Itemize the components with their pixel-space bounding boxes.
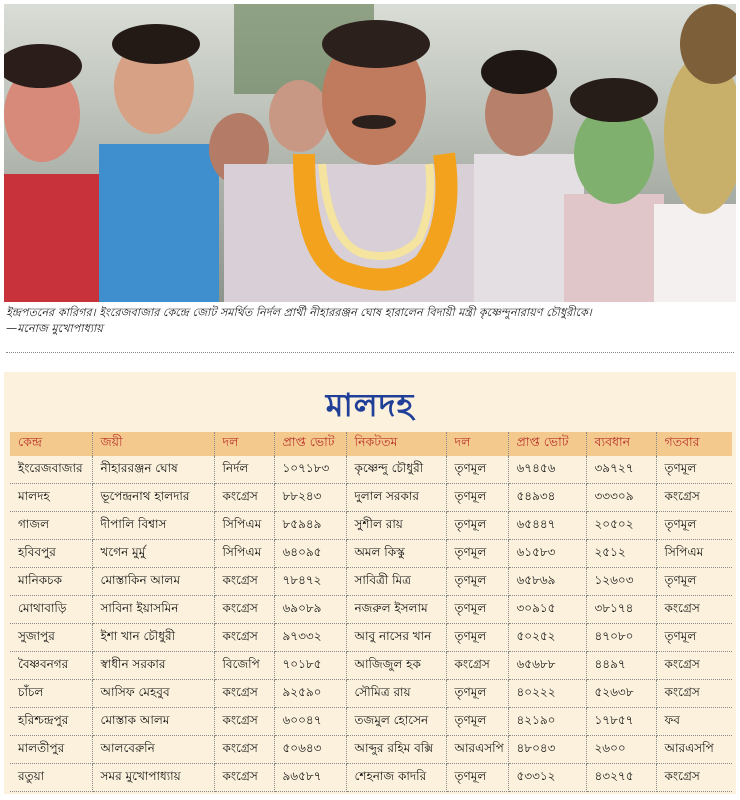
table-cell: ৬১৫৮৩ <box>508 540 586 568</box>
table-cell: ৩৮১৭৪ <box>586 596 656 624</box>
table-row <box>10 764 732 792</box>
table-cell: ফব <box>656 708 732 736</box>
table-cell: কংগ্রেস <box>214 708 274 736</box>
caption-text: ইন্দ্রপতনের কারিগর। ইংরেজবাজার কেন্দ্রে জোট সমর্থিত নির্দল প্রার্থী নীহাররঞ্জন ঘোষ হারালেন বিদায়ী মন্ত্রী কৃষ্ণেন্দুনারায়ণ চৌধুরীকে। <box>6 306 592 319</box>
table-cell: মোস্তাক আলম <box>92 708 214 736</box>
table-cell: তৃণমূল <box>446 456 508 484</box>
table-cell: তৃণমূল <box>446 512 508 540</box>
table-cell: হবিবপুর <box>10 540 92 568</box>
table-cell: দুলাল সরকার <box>346 484 446 512</box>
table-cell: ইশা খান চৌধুরী <box>92 624 214 652</box>
results-table <box>10 432 732 792</box>
header-cell: নিকটতম <box>346 432 446 456</box>
table-cell: রতুয়া <box>10 764 92 792</box>
table-cell: নজরুল ইসলাম <box>346 596 446 624</box>
table-row <box>10 484 732 512</box>
header-cell: দল <box>446 432 508 456</box>
table-cell: ৫০২৫২ <box>508 624 586 652</box>
table-cell: ৫০৬৪৩ <box>274 736 346 764</box>
table-cell: ৮৫৯৪৯ <box>274 512 346 540</box>
table-cell: কংগ্রেস <box>656 596 732 624</box>
table-cell: সুশীল রায় <box>346 512 446 540</box>
table-cell: সিপিএম <box>214 512 274 540</box>
table-cell: তৃণমূল <box>656 568 732 596</box>
table-cell: তজমুল হোসেন <box>346 708 446 736</box>
table-cell: গাজল <box>10 512 92 540</box>
table-cell: আরএসপি <box>446 736 508 764</box>
table-row <box>10 568 732 596</box>
table-cell: ৩০৯১৫ <box>508 596 586 624</box>
table-cell: ১০৭১৮৩ <box>274 456 346 484</box>
table-header-row <box>10 432 732 456</box>
table-cell: আসিফ মেহবুব <box>92 680 214 708</box>
dotted-divider <box>6 352 734 353</box>
table-cell: স্বাধীন সরকার <box>92 652 214 680</box>
table-cell: ৪৪৯৭ <box>586 652 656 680</box>
header-cell: জয়ী <box>92 432 214 456</box>
table-cell: ৮৮২৪৩ <box>274 484 346 512</box>
table-cell: তৃণমূল <box>446 680 508 708</box>
table-cell: ২৫১২ <box>586 540 656 568</box>
table-cell: সিপিএম <box>214 540 274 568</box>
table-row <box>10 652 732 680</box>
table-cell: তৃণমূল <box>446 540 508 568</box>
table-cell: ৬৫৪৪৭ <box>508 512 586 540</box>
table-cell: তৃণমূল <box>446 596 508 624</box>
table-cell: মালদহ <box>10 484 92 512</box>
table-cell: ৯২৫৯০ <box>274 680 346 708</box>
header-cell: কেন্দ্র <box>10 432 92 456</box>
table-row <box>10 540 732 568</box>
table-cell: দীপালি বিশ্বাস <box>92 512 214 540</box>
table-row <box>10 596 732 624</box>
table-cell: ১৭৮৫৭ <box>586 708 656 736</box>
celebration-photo-illustration <box>4 4 736 302</box>
table-cell: তৃণমূল <box>656 512 732 540</box>
table-row <box>10 512 732 540</box>
table-row <box>10 708 732 736</box>
district-title: মালদহ <box>325 386 415 424</box>
table-cell: কংগ্রেস <box>214 624 274 652</box>
table-cell: আব্দুর রহিম বক্সি <box>346 736 446 764</box>
table-cell: তৃণমূল <box>446 568 508 596</box>
table-cell: সিপিএম <box>656 540 732 568</box>
table-row <box>10 736 732 764</box>
table-cell: বৈষ্ণবনগর <box>10 652 92 680</box>
table-cell: শেহনাজ কাদরি <box>346 764 446 792</box>
table-row <box>10 456 732 484</box>
table-cell: মালতীপুর <box>10 736 92 764</box>
header-cell: প্রাপ্ত ভোট <box>508 432 586 456</box>
table-cell: ৫৩৩১২ <box>508 764 586 792</box>
table-cell: সাবিত্রী মিত্র <box>346 568 446 596</box>
table-cell: তৃণমূল <box>446 624 508 652</box>
table-cell: ইংরেজবাজার <box>10 456 92 484</box>
table-cell: মানিকচক <box>10 568 92 596</box>
table-cell: কংগ্রেস <box>656 764 732 792</box>
table-cell: কংগ্রেস <box>214 568 274 596</box>
table-cell: ৫৪৯৩৪ <box>508 484 586 512</box>
table-cell: ৬০০৪৭ <box>274 708 346 736</box>
table-cell: হরিশ্চন্দ্রপুর <box>10 708 92 736</box>
table-cell: ৬৫৮৬৯ <box>508 568 586 596</box>
table-cell: ৪০২২২ <box>508 680 586 708</box>
table-cell: কংগ্রেস <box>214 736 274 764</box>
table-cell: ৬৫৬৮৮ <box>508 652 586 680</box>
table-cell: ২০৫০২ <box>586 512 656 540</box>
table-cell: ৯৬৫৮৭ <box>274 764 346 792</box>
table-cell: তৃণমূল <box>446 708 508 736</box>
header-cell: গতবার <box>656 432 732 456</box>
table-row <box>10 680 732 708</box>
table-cell: ৯৭৩৩২ <box>274 624 346 652</box>
table-cell: ৬৪০৯৫ <box>274 540 346 568</box>
table-cell: নীহাররঞ্জন ঘোষ <box>92 456 214 484</box>
table-cell: মোথাবাড়ি <box>10 596 92 624</box>
table-cell: তৃণমূল <box>446 764 508 792</box>
table-cell: অমল কিস্কু <box>346 540 446 568</box>
table-cell: মোস্তাকিন আলম <box>92 568 214 596</box>
table-cell: কংগ্রেস <box>214 596 274 624</box>
table-cell: সমর মুখোপাধ্যায় <box>92 764 214 792</box>
header-cell: প্রাপ্ত ভোট <box>274 432 346 456</box>
table-cell: ৪৭০৮০ <box>586 624 656 652</box>
table-cell: আজিজুল হক <box>346 652 446 680</box>
table-cell: ৩৯৭২৭ <box>586 456 656 484</box>
table-cell: ৭৮৪৭২ <box>274 568 346 596</box>
table-cell: আরএসপি <box>656 736 732 764</box>
table-cell: কংগ্রেস <box>214 484 274 512</box>
table-cell: বিজেপি <box>214 652 274 680</box>
table-cell: কংগ্রেস <box>214 680 274 708</box>
table-cell: ৭০১৮৫ <box>274 652 346 680</box>
table-cell: কংগ্রেস <box>214 764 274 792</box>
table-cell: কংগ্রেস <box>656 652 732 680</box>
table-cell: আবু নাসের খান <box>346 624 446 652</box>
header-cell: ব্যবধান <box>586 432 656 456</box>
results-panel <box>4 372 736 794</box>
photo-caption <box>6 305 736 337</box>
table-cell: সাবিনা ইয়াসমিন <box>92 596 214 624</box>
table-cell: ১২৬০৩ <box>586 568 656 596</box>
table-cell: কৃষ্ণেন্দু চৌধুরী <box>346 456 446 484</box>
table-cell: ৩৩৩০৯ <box>586 484 656 512</box>
table-cell: তৃণমূল <box>656 456 732 484</box>
news-photo <box>4 4 736 302</box>
table-cell: আলবেরুনি <box>92 736 214 764</box>
table-cell: তৃণমূল <box>446 484 508 512</box>
table-cell: চাঁচল <box>10 680 92 708</box>
table-cell: কংগ্রেস <box>656 484 732 512</box>
table-cell: ৪৮০৪৩ <box>508 736 586 764</box>
photo-credit: —মনোজ মুখোপাধ্যায় <box>6 322 103 335</box>
table-cell: খগেন মুর্মু <box>92 540 214 568</box>
table-cell: ভূপেন্দ্রনাথ হালদার <box>92 484 214 512</box>
table-cell: ৬৯০৮৯ <box>274 596 346 624</box>
table-cell: ৫২৬৩৮ <box>586 680 656 708</box>
table-cell: সুজাপুর <box>10 624 92 652</box>
table-cell: ৬৭৪৫৬ <box>508 456 586 484</box>
table-cell: কংগ্রেস <box>446 652 508 680</box>
table-cell: ৪৩২৭৫ <box>586 764 656 792</box>
table-cell: কংগ্রেস <box>656 680 732 708</box>
table-cell: ৪২১৯০ <box>508 708 586 736</box>
table-cell: সৌমিত্র রায় <box>346 680 446 708</box>
table-cell: নির্দল <box>214 456 274 484</box>
table-cell: তৃণমূল <box>656 624 732 652</box>
header-cell: দল <box>214 432 274 456</box>
table-row <box>10 624 732 652</box>
table-cell: ২৬০০ <box>586 736 656 764</box>
